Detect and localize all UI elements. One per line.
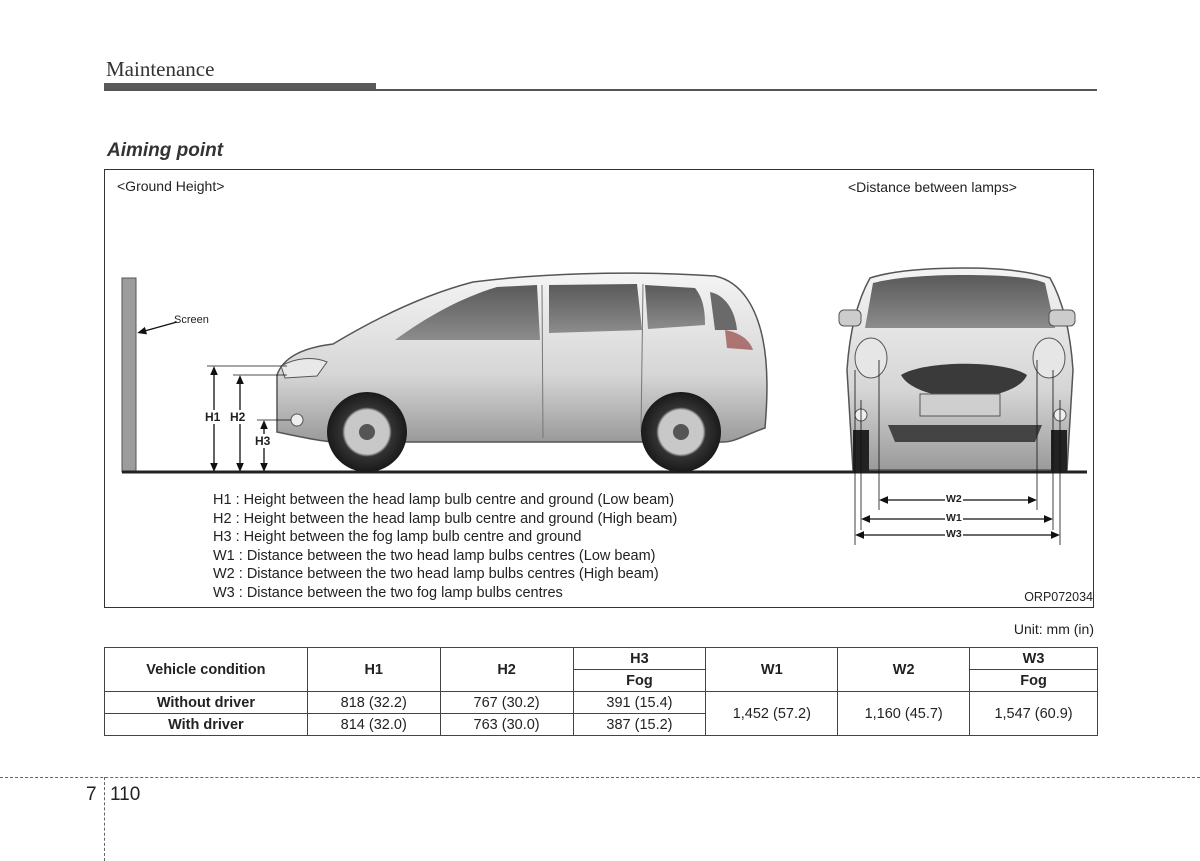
ground-height-label: <Ground Height> bbox=[117, 178, 225, 194]
screen-post bbox=[122, 278, 136, 472]
car-front-view bbox=[839, 268, 1075, 472]
table-header-row bbox=[105, 648, 1098, 670]
cell-h2: 763 (30.0) bbox=[440, 714, 573, 736]
h2-label: H2 bbox=[230, 410, 246, 424]
unit-label: Unit: mm (in) bbox=[1013, 621, 1094, 637]
cell-h3: 387 (15.2) bbox=[573, 714, 706, 736]
figure-code: ORP072034 bbox=[1024, 590, 1093, 604]
header-vehicle-condition: Vehicle condition bbox=[105, 648, 308, 692]
page-title: Aiming point bbox=[107, 140, 224, 161]
header-w1: W1 bbox=[706, 648, 838, 692]
screen-pointer bbox=[141, 322, 177, 332]
cell-h3: 391 (15.4) bbox=[573, 692, 706, 714]
figure-legend bbox=[213, 491, 677, 603]
legend-w3: W3 : Distance between the two fog lamp bulbs centres bbox=[213, 584, 563, 601]
legend-w2: W2 : Distance between the two head lamp bulbs centres (High beam) bbox=[213, 566, 659, 583]
legend-w1: W1 : Distance between the two head lamp bulbs centres (Low beam) bbox=[213, 547, 656, 564]
aiming-spec-table bbox=[104, 647, 1098, 736]
header-h2: H2 bbox=[440, 648, 573, 692]
h1-label: H1 bbox=[205, 410, 221, 424]
header-w3-fog: Fog bbox=[970, 670, 1098, 692]
header-w3: W3 bbox=[970, 648, 1098, 670]
footer-rule bbox=[0, 777, 1200, 778]
cell-w2: 1,160 (45.7) bbox=[838, 692, 970, 736]
car-side-view bbox=[277, 273, 767, 472]
header-rule bbox=[104, 89, 1097, 91]
cell-h1: 818 (32.2) bbox=[307, 692, 440, 714]
w1-label: W1 bbox=[946, 512, 962, 524]
row-condition: With driver bbox=[105, 714, 308, 736]
legend-h3: H3 : Height between the fog lamp bulb centre and ground bbox=[213, 529, 582, 546]
screen-label: Screen bbox=[174, 314, 209, 326]
w2-label: W2 bbox=[946, 493, 962, 505]
legend-h2: H2 : Height between the head lamp bulb centre and ground (High beam) bbox=[213, 510, 678, 527]
header-h3: H3 bbox=[573, 648, 706, 670]
cell-h2: 767 (30.2) bbox=[440, 692, 573, 714]
table-row bbox=[105, 692, 1098, 714]
cell-w3: 1,547 (60.9) bbox=[970, 692, 1098, 736]
aiming-point-figure bbox=[104, 169, 1094, 608]
footer-divider bbox=[104, 777, 105, 861]
chapter-number: 7 bbox=[86, 784, 97, 805]
section-header: Maintenance bbox=[106, 57, 215, 81]
distance-between-lamps-label: <Distance between lamps> bbox=[848, 179, 1017, 195]
header-h1: H1 bbox=[307, 648, 440, 692]
w3-label: W3 bbox=[946, 528, 962, 540]
legend-h1: H1 : Height between the head lamp bulb centre and ground (Low beam) bbox=[213, 492, 675, 508]
header-h3-fog: Fog bbox=[573, 670, 706, 692]
h3-label: H3 bbox=[255, 434, 271, 448]
cell-w1: 1,452 (57.2) bbox=[706, 692, 838, 736]
page-number: 110 bbox=[110, 784, 141, 805]
row-condition: Without driver bbox=[105, 692, 308, 714]
header-w2: W2 bbox=[838, 648, 970, 692]
cell-h1: 814 (32.0) bbox=[307, 714, 440, 736]
